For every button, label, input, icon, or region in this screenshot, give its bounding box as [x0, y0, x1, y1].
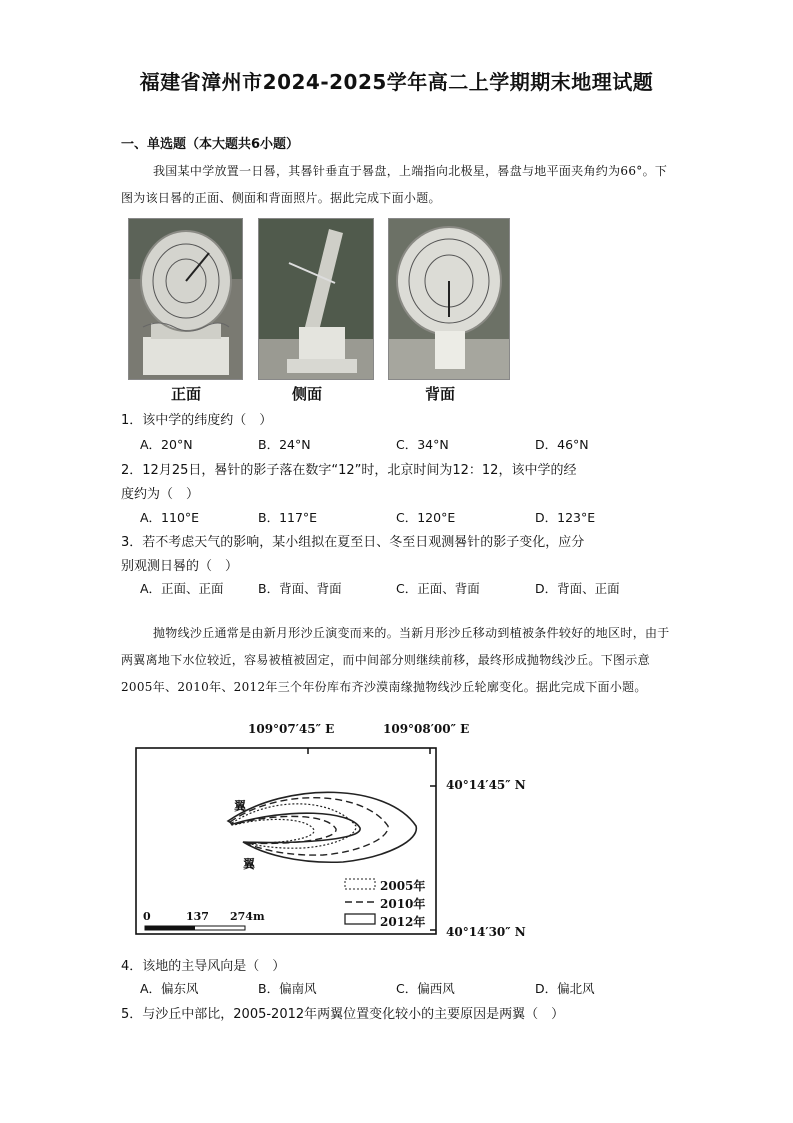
label-lat-bottom: 40°14′30″ N [446, 925, 526, 939]
question-2-stem-line2: 度约为（ ） [121, 487, 200, 502]
label-lat-top: 40°14′45″ N [446, 778, 526, 792]
section-heading: 一、单选题（本大题共6小题） [121, 137, 300, 152]
q1-option-b[interactable]: B．24°N [258, 437, 311, 452]
sundial-side-photo [258, 218, 374, 380]
label-wing-north: 翼 [234, 799, 247, 813]
q2-option-d[interactable]: D．123°E [535, 510, 596, 525]
q2-option-b[interactable]: B．117°E [258, 510, 318, 525]
q2-option-a[interactable]: A．110°E [140, 510, 200, 525]
photo-caption-front: 正面 [171, 385, 202, 403]
q4-option-b[interactable]: B．偏南风 [258, 981, 317, 996]
legend-label-2005: 2005年 [380, 879, 426, 893]
q1-option-d[interactable]: D．46°N [535, 437, 589, 452]
q3-option-b[interactable]: B．背面、背面 [258, 581, 342, 596]
label-wing-south: 翼 [243, 857, 256, 871]
photo-caption-back: 背面 [425, 385, 456, 403]
q4-option-a[interactable]: A．偏东风 [140, 981, 199, 996]
photo-caption-side: 侧面 [292, 385, 323, 403]
question-1-stem: 1．该中学的纬度约（ ） [121, 413, 273, 428]
legend-label-2012: 2012年 [380, 915, 426, 929]
material-2 [121, 620, 676, 701]
legend-label-2010: 2010年 [380, 897, 426, 911]
page-title: 福建省漳州市2024-2025学年高二上学期期末地理试题 [139, 70, 654, 94]
q2-option-c[interactable]: C．120°E [396, 510, 456, 525]
label-lon-right: 109°08′00″ E [383, 722, 470, 736]
material-1-text: 我国某中学放置一日晷，其晷针垂直于晷盘，上端指向北极星，晷盘与地平面夹角约为66°。下图为该日晷的正面、侧面和背面照片。据此完成下面小题。 [121, 164, 668, 205]
scale-label-274m: 274m [230, 910, 265, 923]
label-lon-left: 109°07′45″ E [248, 722, 335, 736]
q3-option-c[interactable]: C．正面、背面 [396, 581, 480, 596]
q1-option-c[interactable]: C．34°N [396, 437, 449, 452]
q4-option-c[interactable]: C．偏西风 [396, 981, 455, 996]
material-1 [121, 158, 676, 212]
dune-outline-map [128, 722, 528, 942]
sundial-back-photo [388, 218, 510, 380]
q4-option-d[interactable]: D．偏北风 [535, 981, 595, 996]
q3-option-a[interactable]: A．正面、正面 [140, 581, 224, 596]
question-2-stem-line1: 2．12月25日，晷针的影子落在数字“12”时，北京时间为12：12，该中学的经 [121, 463, 577, 478]
scale-label-0: 0 [143, 910, 151, 923]
question-3-stem-line1: 3．若不考虑天气的影响，某小组拟在夏至日、冬至日观测晷针的影子变化，应分 [121, 535, 585, 550]
scale-label-137: 137 [186, 910, 209, 923]
q1-option-a[interactable]: A．20°N [140, 437, 193, 452]
scale-bar-fill [145, 926, 195, 930]
question-5-stem: 5．与沙丘中部比，2005-2012年两翼位置变化较小的主要原因是两翼（ ） [121, 1007, 565, 1022]
sundial-front-photo [128, 218, 243, 380]
material-2-text: 抛物线沙丘通常是由新月形沙丘演变而来的。当新月形沙丘移动到植被条件较好的地区时，由于两翼离地下水位较近，容易被植被固定，而中间部分则继续前移，最终形成抛物线沙丘。下图示意2005年、2010年、2012年三个年份库布齐沙漠南缘抛物线沙丘轮廓变化。据此完成下面小题。 [121, 626, 670, 694]
question-4-stem: 4．该地的主导风向是（ ） [121, 959, 286, 974]
question-3-stem-line2: 别观测日晷的（ ） [121, 559, 239, 574]
q3-option-d[interactable]: D．背面、正面 [535, 581, 620, 596]
